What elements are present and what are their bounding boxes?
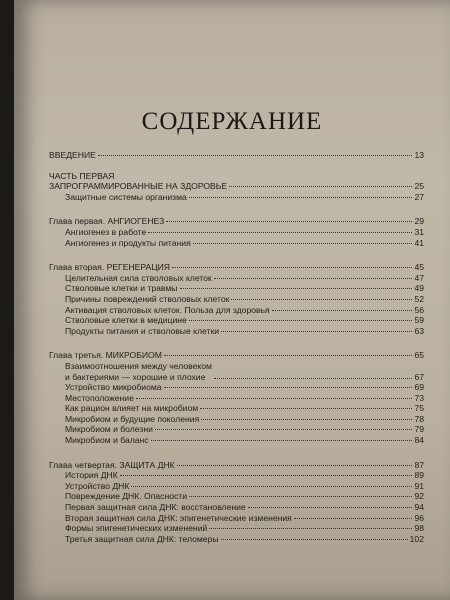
page-title: СОДЕРЖАНИЕ: [141, 108, 323, 135]
toc-entry: [49, 534, 424, 545]
dot-leader: [177, 465, 413, 466]
toc-label: Защитные системы организма: [65, 191, 187, 202]
toc-label: Микробиом и будущие поколения: [65, 413, 200, 424]
toc-label: Первая защитная сила ДНК: восстановление: [65, 502, 246, 513]
dot-leader: [189, 496, 412, 497]
toc-label: Формы эпигенетических изменений: [65, 523, 208, 534]
toc-page: 41: [414, 237, 424, 248]
toc-label: Устройство микробиома: [65, 382, 162, 393]
dot-leader: [131, 486, 412, 487]
dot-leader: [136, 398, 413, 399]
toc-entry: [49, 283, 424, 294]
toc-label: Глава четвертая. ЗАЩИТА ДНК: [49, 459, 175, 470]
toc-label: Глава вторая. РЕГЕНЕРАЦИЯ: [49, 262, 170, 273]
toc-entry-part: [49, 181, 424, 192]
toc-label: Устройство ДНК: [65, 480, 130, 491]
dot-leader: [164, 387, 413, 388]
dot-leader: [214, 278, 413, 279]
dot-leader: [120, 475, 413, 476]
toc-page: 91: [414, 480, 424, 491]
toc-page: 78: [414, 413, 424, 424]
dot-leader: [272, 310, 413, 311]
toc-chapter: [49, 216, 424, 227]
toc-page: 75: [414, 403, 424, 414]
toc-page: 56: [414, 304, 424, 315]
toc-chapter: [49, 262, 424, 273]
dot-leader: [193, 243, 413, 244]
toc-label: [49, 361, 212, 382]
toc-entry: [49, 435, 424, 446]
toc-label: Микробиом и баланс: [65, 435, 149, 446]
toc-page: 29: [414, 216, 424, 227]
dot-leader: [209, 528, 412, 529]
dot-leader: [155, 429, 413, 430]
toc-page: 45: [414, 262, 424, 273]
dot-leader: [248, 507, 413, 508]
toc-entry: [49, 192, 424, 203]
toc-chapter: [49, 350, 424, 361]
dot-leader: [98, 155, 413, 156]
toc-entry: [49, 238, 424, 249]
toc-page: 87: [414, 459, 424, 470]
toc-label: Повреждение ДНК. Опасности: [65, 491, 188, 502]
dot-leader: [294, 518, 413, 519]
toc-page: 96: [414, 512, 424, 523]
toc-entry: [49, 305, 424, 316]
toc-entry-multiline: [49, 361, 424, 382]
toc-entry: [49, 424, 424, 435]
toc-page: 69: [414, 382, 424, 393]
toc-page: 102: [409, 533, 424, 544]
toc-page: 94: [414, 502, 424, 513]
toc-entry: [49, 481, 424, 492]
toc-page: 59: [414, 315, 424, 326]
toc-label: Вторая защитная сила ДНК: эпигенетические изменения: [65, 512, 292, 523]
toc-page: 52: [414, 293, 424, 304]
toc-label: ВВЕДЕНИЕ: [49, 150, 96, 160]
dot-leader: [151, 440, 413, 441]
dot-leader: [221, 331, 412, 332]
dot-leader: [172, 267, 412, 268]
dot-leader: [200, 408, 412, 409]
toc-page: 47: [414, 272, 424, 283]
dot-leader: [231, 299, 412, 300]
toc-label: Причины повреждений стволовых клеток: [65, 293, 230, 304]
toc-entry-intro: [49, 150, 424, 161]
dot-leader: [180, 288, 413, 289]
toc-entry: [49, 403, 424, 414]
toc-label-line1: Взаимоотношения между человеком: [65, 360, 212, 371]
dot-leader: [148, 232, 412, 233]
toc-entry: [49, 326, 424, 337]
toc-entry: [49, 227, 424, 238]
toc-entry: [49, 523, 424, 534]
toc-page: 92: [414, 491, 424, 502]
toc-page: 13: [414, 150, 424, 160]
toc-entry: [49, 470, 424, 481]
toc-entry: [49, 294, 424, 305]
toc-chapter: [49, 460, 424, 471]
toc-label: Ангиогенез в работе: [65, 226, 147, 237]
book-page: [14, 0, 450, 600]
toc-label: Целительная сила стволовых клеток: [65, 272, 212, 283]
dot-leader: [214, 378, 412, 379]
toc-entry: [49, 273, 424, 284]
toc-page: 49: [414, 283, 424, 294]
toc-label: Как рацион влияет на микробиом: [65, 403, 199, 414]
dot-leader: [166, 221, 412, 222]
toc-entry: [49, 382, 424, 393]
toc-label: Активация стволовых клеток. Польза для здоровья: [65, 304, 270, 315]
toc-entry: [49, 315, 424, 326]
toc-label: Местоположение: [65, 392, 134, 403]
toc-page: 27: [414, 191, 424, 202]
toc-label: Стволовые клетки и травмы: [65, 283, 178, 294]
dot-leader: [189, 197, 413, 198]
toc-page: 89: [414, 470, 424, 481]
toc-page: 63: [414, 325, 424, 336]
toc-page: 73: [414, 392, 424, 403]
toc-label: ЗАПРОГРАММИРОВАННЫЕ НА ЗДОРОВЬЕ: [49, 181, 228, 192]
toc-entry: [49, 502, 424, 513]
toc-label: Третья защитная сила ДНК: теломеры: [65, 533, 219, 544]
toc-page: 65: [414, 350, 424, 361]
dot-leader: [201, 419, 412, 420]
toc-page: 98: [414, 523, 424, 534]
dot-leader: [221, 539, 408, 540]
toc-page: 67: [414, 371, 424, 382]
toc-label: Продукты питания и стволовые клетки: [65, 325, 220, 336]
toc-page: 25: [414, 181, 424, 192]
table-of-contents: [49, 150, 424, 544]
toc-label-line2: и бактериями — хорошие и плохие: [65, 371, 206, 382]
toc-page: 79: [414, 424, 424, 435]
part-heading: ЧАСТЬ ПЕРВАЯ: [49, 170, 115, 181]
toc-page: 31: [414, 226, 424, 237]
toc-label: Ангиогенез и продукты питания: [65, 237, 191, 248]
toc-entry: [49, 491, 424, 502]
toc-entry: [49, 393, 424, 404]
toc-label: Глава третья. МИКРОБИОМ: [49, 350, 162, 361]
toc-label: Стволовые клетки в медицине: [65, 315, 187, 326]
toc-entry: [49, 513, 424, 524]
dot-leader: [229, 186, 412, 187]
toc-label: Глава первая. АНГИОГЕНЕЗ: [49, 216, 165, 227]
dot-leader: [189, 320, 413, 321]
toc-label: Микробиом и болезни: [65, 424, 153, 435]
toc-page: 84: [414, 435, 424, 446]
toc-label: История ДНК: [65, 470, 118, 481]
dot-leader: [164, 355, 413, 356]
toc-entry: [49, 414, 424, 425]
